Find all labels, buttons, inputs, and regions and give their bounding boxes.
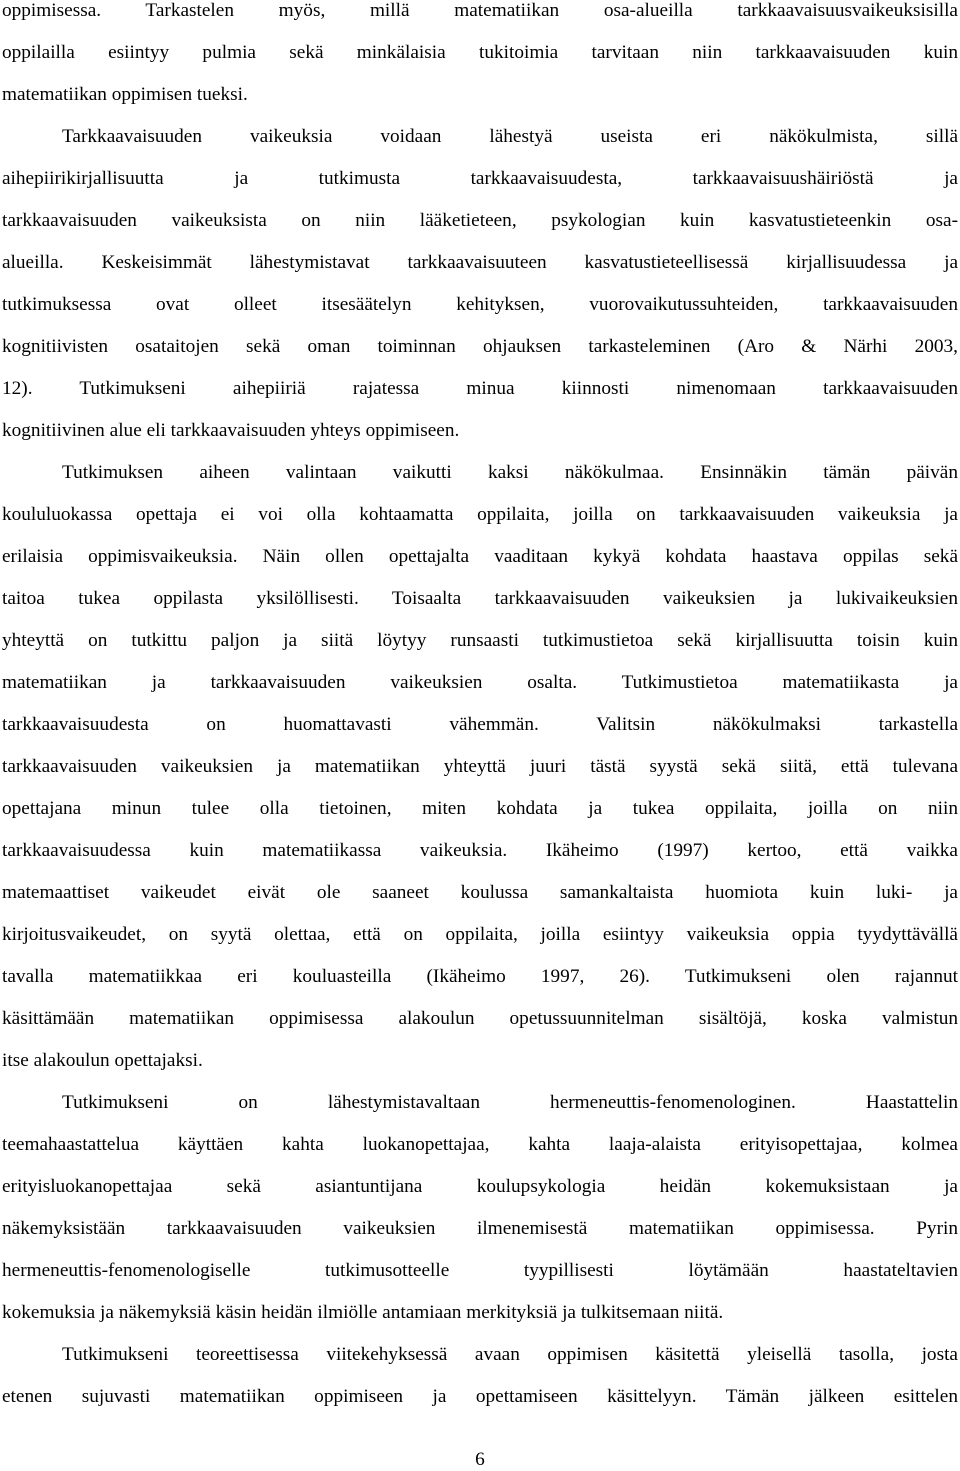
text-line: käsittämään matematiikan oppimisessa alakoulun opetussuunnitelman sisältöjä, koska valmistun xyxy=(2,1008,958,1029)
text-line: Tutkimukseni on lähestymistavaltaan hermeneuttis-fenomenologinen. Haastattelin xyxy=(62,1092,958,1113)
text-line: kognitiivisten osataitojen sekä oman toiminnan ohjauksen tarkasteleminen (Aro & Närhi 2003, xyxy=(2,336,958,357)
text-line: näkemyksistään tarkkaavaisuuden vaikeuksien ilmenemisestä matematiikan oppimisessa. Pyrin xyxy=(2,1218,958,1239)
text-line: yhteyttä on tutkittu paljon ja siitä löytyy runsaasti tutkimustietoa sekä kirjallisuutta toisin kuin xyxy=(2,630,958,651)
text-line: matematiikan oppimisen tueksi. xyxy=(2,84,248,105)
text-line: itse alakoulun opettajaksi. xyxy=(2,1050,203,1071)
text-line: kirjoitusvaikeudet, on syytä olettaa, että on oppilaita, joilla esiintyy vaikeuksia oppia tyydyttävällä xyxy=(2,924,958,945)
text-line: tarkkaavaisuudesta on huomattavasti vähemmän. Valitsin näkökulmaksi tarkastella xyxy=(2,714,958,735)
text-line: taitoa tukea oppilasta yksilöllisesti. Toisaalta tarkkaavaisuuden vaikeuksien ja lukivaikeuksien xyxy=(2,588,958,609)
text-line: erityisluokanopettajaa sekä asiantuntijana koulupsykologia heidän kokemuksistaan ja xyxy=(2,1176,958,1197)
text-line: erilaisia oppimisvaikeuksia. Näin ollen opettajalta vaaditaan kykyä kohdata haastava oppilas sekä xyxy=(2,546,958,567)
text-line: tavalla matematiikkaa eri kouluasteilla (Ikäheimo 1997, 26). Tutkimukseni olen rajannut xyxy=(2,966,958,987)
text-line: aihepiirikirjallisuutta ja tutkimusta tarkkaavaisuudesta, tarkkaavaisuushäiriöstä ja xyxy=(2,168,958,189)
text-line: kognitiivinen alue eli tarkkaavaisuuden yhteys oppimiseen. xyxy=(2,420,460,441)
text-line: tarkkaavaisuudessa kuin matematiikassa vaikeuksia. Ikäheimo (1997) kertoo, että vaikka xyxy=(2,840,958,861)
text-line: etenen sujuvasti matematiikan oppimiseen ja opettamiseen käsittelyyn. Tämän jälkeen esittelen xyxy=(2,1386,958,1407)
text-line: tarkkaavaisuuden vaikeuksien ja matematiikan yhteyttä juuri tästä syystä sekä siitä, että tulevana xyxy=(2,756,958,777)
text-line: oppimisessa. Tarkastelen myös, millä matematiikan osa-alueilla tarkkaavaisuusvaikeuksisilla xyxy=(2,0,958,21)
text-line: matematiikan ja tarkkaavaisuuden vaikeuksien osalta. Tutkimustietoa matematiikasta ja xyxy=(2,672,958,693)
text-line: tutkimuksessa ovat olleet itsesäätelyn kehityksen, vuorovaikutussuhteiden, tarkkaavaisuuden xyxy=(2,294,958,315)
page-number: 6 xyxy=(475,1449,485,1470)
text-line: Tutkimukseni teoreettisessa viitekehyksessä avaan oppimisen käsitettä yleisellä tasolla, josta xyxy=(62,1344,958,1365)
text-line: opettajana minun tulee olla tietoinen, miten kohdata ja tukea oppilaita, joilla on niin xyxy=(2,798,958,819)
text-line: oppilailla esiintyy pulmia sekä minkälaisia tukitoimia tarvitaan niin tarkkaavaisuuden kuin xyxy=(2,42,958,63)
text-line: hermeneuttis-fenomenologiselle tutkimusotteelle tyypillisesti löytämään haastateltavien xyxy=(2,1260,958,1281)
text-line: kokemuksia ja näkemyksiä käsin heidän ilmiölle antamiaan merkityksiä ja tulkitsemaan niitä. xyxy=(2,1302,724,1323)
text-line: 12). Tutkimukseni aihepiiriä rajatessa minua kiinnosti nimenomaan tarkkaavaisuuden xyxy=(2,378,958,399)
text-line: Tarkkaavaisuuden vaikeuksia voidaan lähestyä useista eri näkökulmista, sillä xyxy=(62,126,958,147)
text-line: alueilla. Keskeisimmät lähestymistavat tarkkaavaisuuteen kasvatustieteellisessä kirjallisuudessa ja xyxy=(2,252,958,273)
text-line: teemahaastattelua käyttäen kahta luokanopettajaa, kahta laaja-alaista erityisopettajaa, kolmea xyxy=(2,1134,958,1155)
text-line: tarkkaavaisuuden vaikeuksista on niin lääketieteen, psykologian kuin kasvatustieteenkin osa- xyxy=(2,210,958,231)
text-line: koululuokassa opettaja ei voi olla kohtaamatta oppilaita, joilla on tarkkaavaisuuden vaikeuksia ja xyxy=(2,504,958,525)
text-line: Tutkimuksen aiheen valintaan vaikutti kaksi näkökulmaa. Ensinnäkin tämän päivän xyxy=(62,462,958,483)
text-line: matemaattiset vaikeudet eivät ole saaneet koulussa samankaltaista huomiota kuin luki- ja xyxy=(2,882,958,903)
